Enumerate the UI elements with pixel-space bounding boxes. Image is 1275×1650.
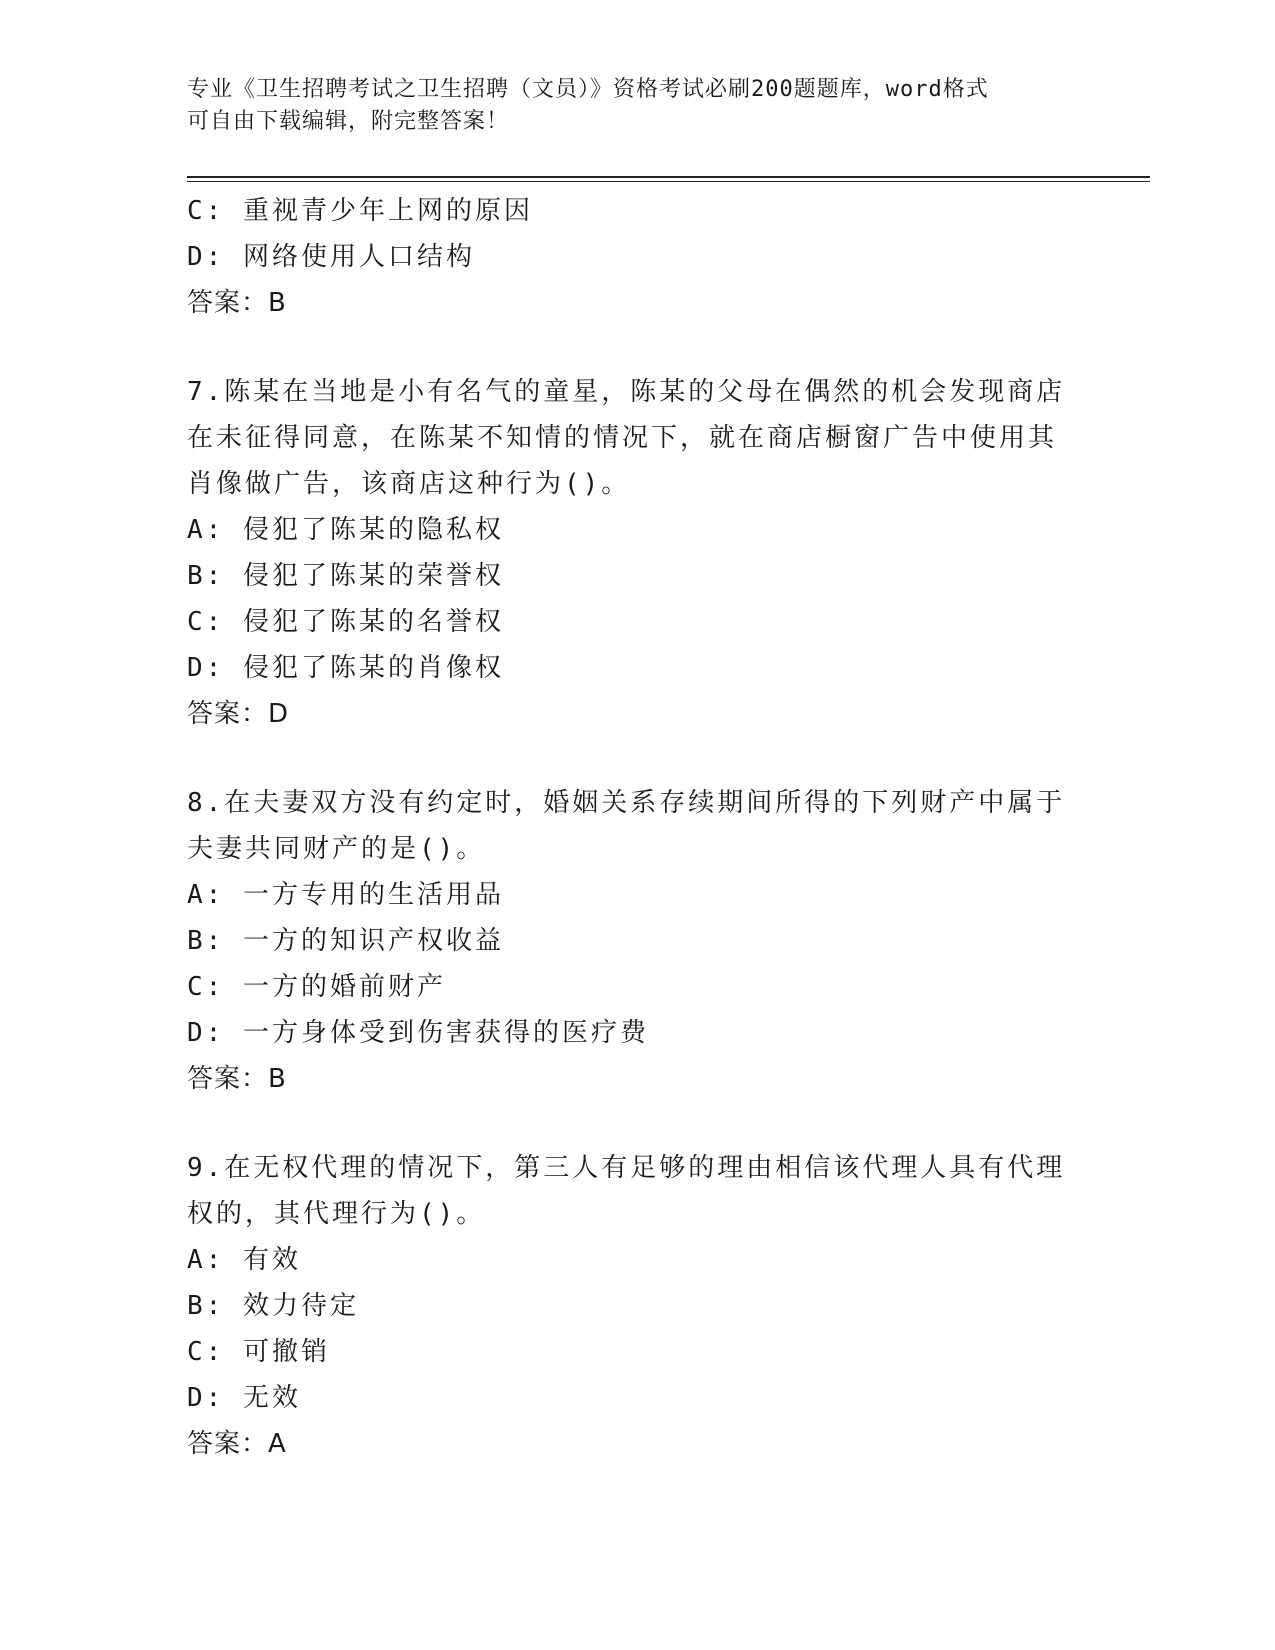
option-c: C: 侵犯了陈某的名誉权 [187, 607, 504, 637]
question-list [187, 188, 1067, 1467]
question-9 [187, 1145, 1067, 1467]
question-stem-line: 7.陈某在当地是小有名气的童星，陈某的父母在偶然的机会发现商店 [187, 377, 1066, 407]
question-stem-line: 权的，其代理行为()。 [187, 1199, 486, 1229]
answer-line: 答案：D [187, 699, 290, 729]
option-b: B: 一方的知识产权收益 [187, 926, 504, 956]
answer-line: 答案：B [187, 1064, 287, 1094]
option-a: A: 一方专用的生活用品 [187, 880, 504, 910]
option-d: D: 无效 [187, 1383, 301, 1413]
header-title-line-2: 可自由下载编辑，附完整答案！ [187, 109, 510, 134]
option-c: C: 重视青少年上网的原因 [187, 196, 533, 226]
question-gap [187, 326, 1067, 369]
question-stem-line: 9.在无权代理的情况下，第三人有足够的理由相信该代理人具有代理 [187, 1153, 1066, 1183]
header-divider-thick [187, 176, 1150, 178]
question-stem-line: 肖像做广告，该商店这种行为()。 [187, 469, 631, 499]
document-header [187, 74, 1067, 138]
question-stem-line: 夫妻共同财产的是()。 [187, 834, 486, 864]
option-c: C: 一方的婚前财产 [187, 972, 446, 1002]
answer-line: 答案：B [187, 288, 287, 318]
question-8 [187, 780, 1067, 1102]
question-gap [187, 1102, 1067, 1145]
question-7 [187, 369, 1067, 737]
header-divider-thin [187, 181, 1150, 182]
question-gap [187, 737, 1067, 780]
option-a: A: 侵犯了陈某的隐私权 [187, 515, 504, 545]
header-title-line-1: 专业《卫生招聘考试之卫生招聘（文员）》资格考试必刷200题题库，word格式 [187, 77, 989, 102]
option-a: A: 有效 [187, 1245, 301, 1275]
option-d: D: 网络使用人口结构 [187, 242, 475, 272]
option-b: B: 效力待定 [187, 1291, 359, 1321]
previous-question-tail [187, 188, 1067, 326]
question-stem-line: 在未征得同意，在陈某不知情的情况下，就在商店橱窗广告中使用其 [187, 423, 1058, 453]
option-d: D: 侵犯了陈某的肖像权 [187, 653, 504, 683]
option-d: D: 一方身体受到伤害获得的医疗费 [187, 1018, 649, 1048]
option-c: C: 可撤销 [187, 1337, 330, 1367]
answer-line: 答案：A [187, 1429, 287, 1459]
question-stem-line: 8.在夫妻双方没有约定时，婚姻关系存续期间所得的下列财产中属于 [187, 788, 1066, 818]
option-b: B: 侵犯了陈某的荣誉权 [187, 561, 504, 591]
